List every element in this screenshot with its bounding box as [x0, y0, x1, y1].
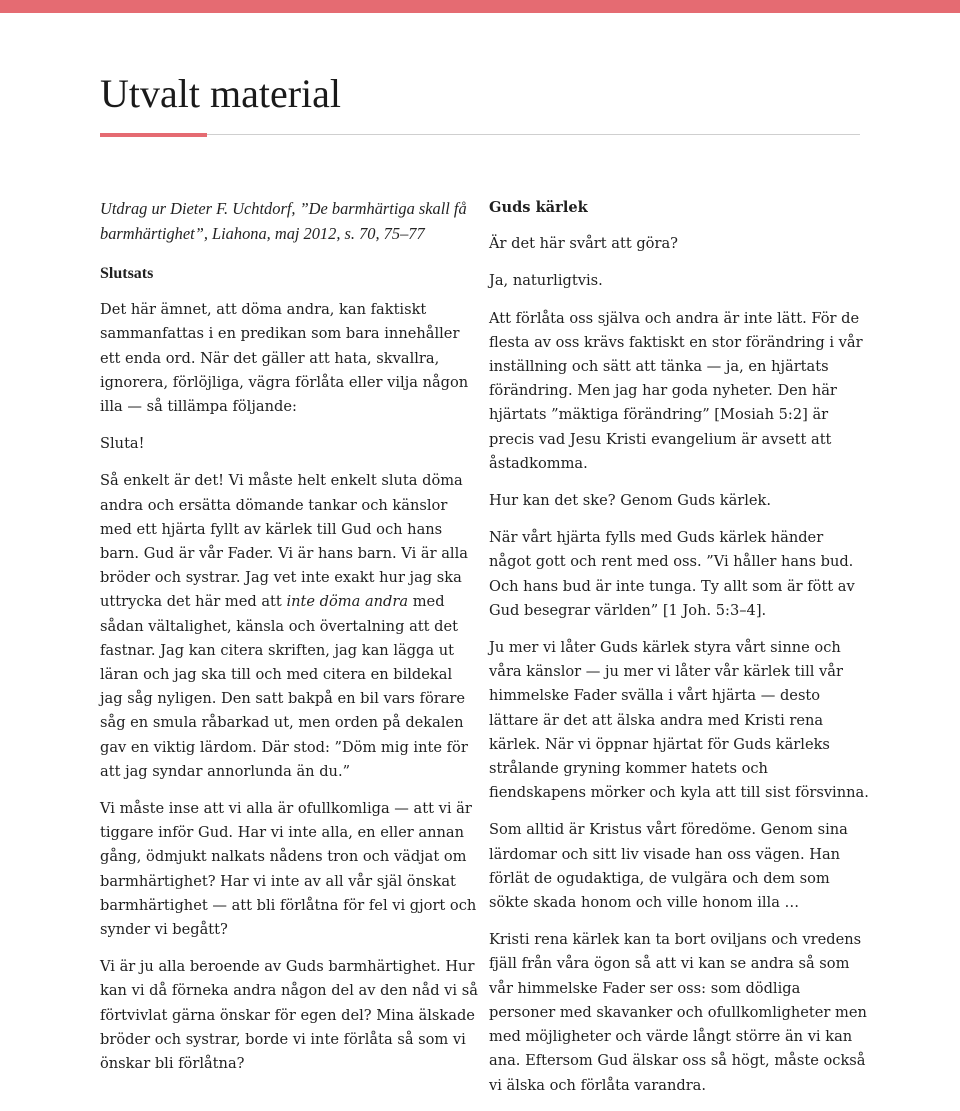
left-column [100, 196, 478, 1089]
right-column [489, 196, 869, 1111]
emphasis-text: inte döma andra [286, 593, 409, 611]
title-accent-rule [100, 133, 207, 137]
paragraph: Kristi rena kärlek kan ta bort oviljans och vredens fjäll från våra ögon så att vi kan se andra så som vår himmelske Fader ser oss: som dödliga personer med skavanker och ofullkomligheter men med möjligheter och värde långt större än vi kan ana. Eftersom Gud älskar oss så högt, måste också vi älska och förlåta varandra. [489, 931, 867, 1094]
paragraph: Att förlåta oss själva och andra är inte lätt. För de flesta av oss krävs faktiskt en stor förändring i vår inställning och sätt att tänka — ja, en hjärtats förändring. Men jag har goda nyheter. Den här hjärtats ”mäktiga förändring” [Mosiah 5:2] är precis vad Jesu Kristi evangelium är avsett att åstadkomma. [489, 309, 863, 472]
paragraph-text: Så enkelt är det! Vi måste helt enkelt sluta döma andra och ersätta dömande tankar och känslor med ett hjärta fyllt av kärlek till Gud och hans barn. Gud är vår Fader. Vi är hans barn. Vi är alla bröder och systrar. Jag vet inte exakt hur jag ska uttrycka det här med att [100, 472, 468, 611]
paragraph: När vårt hjärta fylls med Guds kärlek händer något gott och rent med oss. ”Vi håller hans bud. Och hans bud är inte tunga. Ty allt som är fött av Gud besegrar världen” [1 Joh. 5:3–4]. [489, 529, 855, 619]
title-divider [100, 134, 860, 135]
paragraph: Det här ämnet, att döma andra, kan faktiskt sammanfattas i en predikan som bara innehåller ett enda ord. När det gäller att hata, skvallra, ignorera, förlöjliga, vägra förlåta eller vilja någon illa — så tillämpa följande: [100, 301, 469, 416]
paragraph: Vi är ju alla beroende av Guds barmhärtighet. Hur kan vi då förneka andra någon del av den nåd vi så förtvivlat gärna önskar för egen del? Mina älskade bröder och systrar, borde vi inte förlåta så som vi önskar bli förlåtna? [100, 958, 478, 1073]
paragraph: Vi måste inse att vi alla är ofullkomliga — att vi är tiggare inför Gud. Har vi inte alla, en eller annan gång, ödmjukt nalkats nådens tron och vädjat om barmhärtighet? Har vi inte av all vår själ önskat barmhärtighet — att bli förlåtna för fel vi gjort och synder vi begått? [100, 800, 477, 939]
section-heading-guds-karlek: Guds kärlek [489, 199, 588, 216]
paragraph: Hur kan det ske? Genom Guds kärlek. [489, 492, 772, 510]
paragraph: Ja, naturligtvis. [489, 272, 603, 290]
section-heading-slutsats: Slutsats [100, 265, 154, 282]
top-accent-bar [0, 0, 960, 13]
page-title: Utvalt material [100, 71, 342, 116]
paragraph: Ju mer vi låter Guds kärlek styra vårt sinne och våra känslor — ju mer vi låter vår kärlek till vår himmelske Fader svälla i vårt hjärta — desto lättare är det att älska andra med Kristi rena kärlek. När vi öppnar hjärtat för Guds kärleks strålande gryning kommer hatets och fiendskapens mörker och kyla att till sist försvinna. [489, 639, 869, 802]
paragraph-text: med sådan vältalighet, känsla och övertalning att det fastnar. Jag kan citera skriften, jag kan lägga ut läran och jag ska till och med citera en bildekal jag såg nyligen. Den satt bakpå en bil vars förare såg en smula råbarkad ut, men orden på dekalen gav en viktig lärdom. Där stod: ”Döm mig inte för att jag syndar annorlunda än du.” [100, 593, 468, 780]
paragraph: Sluta! [100, 435, 145, 453]
paragraph [100, 469, 478, 784]
paragraph: Som alltid är Kristus vårt föredöme. Genom sina lärdomar och sitt liv visade han oss vägen. Han förlät de ogudaktiga, de vulgära och dem som sökte skada honom och ville honom illa … [489, 821, 848, 912]
paragraph: Är det här svårt att göra? [489, 235, 678, 253]
source-citation: Utdrag ur Dieter F. Uchtdorf, ”De barmhärtiga skall få barmhärtighet”, Liahona, maj 2012, s. 70, 75–77 [100, 199, 467, 243]
